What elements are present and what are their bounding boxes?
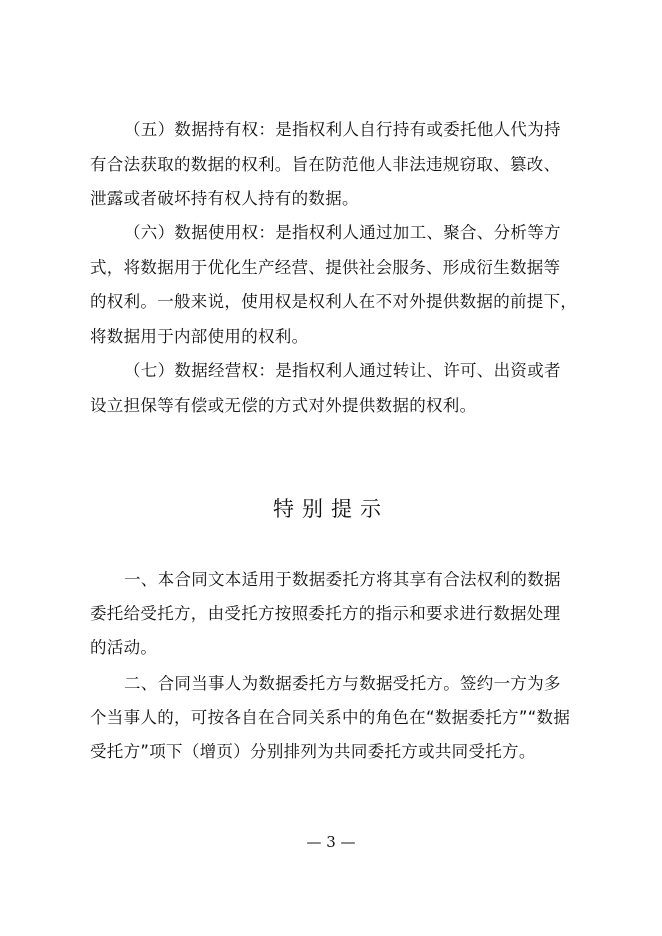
paragraph-line: 二、合同当事人为数据委托方与数据受托方。签约一方为多 — [124, 674, 561, 693]
paragraph-line: 个当事人的，可按各自在合同关系中的角色在“数据委托方”“数据 — [90, 708, 571, 727]
paragraph-line: 的活动。 — [90, 638, 158, 657]
paragraph-line: 委托给受托方，由受托方按照委托方的指示和要求进行数据处理 — [90, 604, 561, 623]
paragraph-line: （五）数据持有权：是指权利人自行持有或委托他人代为持 — [124, 120, 561, 139]
paragraph-line: （六）数据使用权：是指权利人通过加工、聚合、分析等方 — [124, 223, 561, 242]
paragraph-line: 将数据用于内部使用的权利。 — [90, 327, 309, 346]
section-heading: 特别提示 — [273, 497, 389, 521]
paragraph-line: 式，将数据用于优化生产经营、提供社会服务、形成衍生数据等 — [90, 258, 561, 277]
paragraph-line: 一、本合同文本适用于数据委托方将其享有合法权利的数据 — [124, 570, 561, 589]
paragraph-line: 设立担保等有偿或无偿的方式对外提供数据的权利。 — [90, 396, 477, 415]
paragraph-line: 泄露或者破坏持有权人持有的数据。 — [90, 189, 359, 208]
paragraph-line: 有合法获取的数据的权利。旨在防范他人非法违规窃取、篡改、 — [90, 155, 561, 174]
page-number: — 3 — — [306, 833, 356, 851]
paragraph-line: 受托方”项下（增页）分别排列为共同委托方或共同受托方。 — [90, 742, 536, 761]
paragraph-line: （七）数据经营权：是指权利人通过转让、许可、出资或者 — [124, 361, 561, 380]
paragraph-line: 的权利。一般来说，使用权是权利人在不对外提供数据的前提下， — [90, 292, 578, 311]
